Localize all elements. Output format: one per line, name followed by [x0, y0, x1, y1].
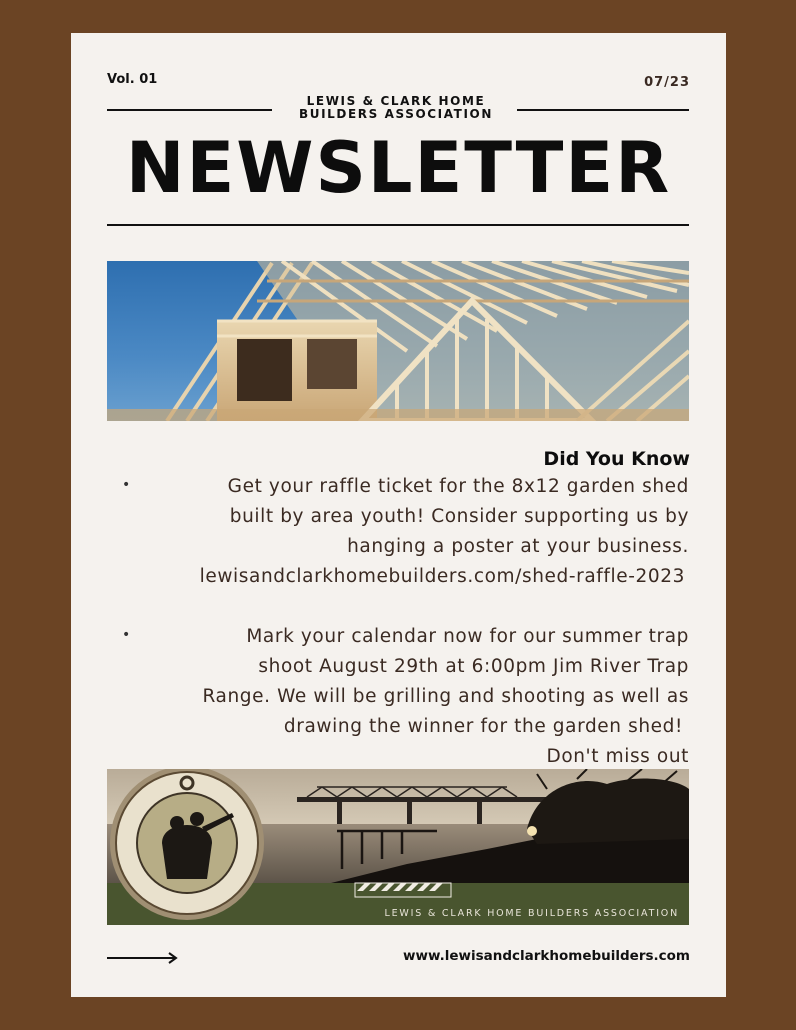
raffle-link[interactable]: lewisandclarkhomebuilders.com/shed-raffle-2023 [199, 566, 685, 587]
house-framing-image [107, 261, 689, 421]
website-link[interactable]: www.lewisandclarkhomebuilders.com [403, 948, 690, 964]
bullet-line: built by area youth! Consider supporting us by [229, 506, 689, 527]
bullet-line: Get your raffle ticket for the 8x12 garden shed [227, 476, 689, 497]
issue-date: 07/23 [644, 75, 690, 90]
bullet-dot: • [122, 627, 131, 643]
bullet-line: shoot August 29th at 6:00pm Jim River Trap [258, 656, 689, 677]
title-underline [107, 224, 689, 226]
banner-organization-text: LEWIS & CLARK HOME BUILDERS ASSOCIATION [384, 908, 679, 919]
bullet-raffle [107, 472, 689, 592]
organization-name-line2: BUILDERS ASSOCIATION [299, 107, 493, 121]
house-framing-illustration [107, 261, 689, 421]
footer-banner [107, 769, 689, 925]
bullet-dot: • [122, 477, 131, 493]
bullet-line: drawing the winner for the garden shed! [283, 716, 683, 737]
lewis-clark-logo [110, 769, 264, 920]
bullet-line: hanging a poster at your business. [347, 536, 689, 557]
arrow-right-icon [107, 949, 179, 968]
newsletter-page [71, 33, 726, 997]
river-bridge-illustration [107, 769, 689, 925]
organization-name-line1: LEWIS & CLARK HOME [306, 94, 486, 108]
organization-name [271, 95, 521, 121]
bullet-trap-shoot [107, 622, 689, 772]
bullet-line: Don't miss out [546, 746, 689, 767]
bullet-line: Range. We will be grilling and shooting as well as [202, 686, 689, 707]
header-rule-right [517, 109, 689, 111]
bullet-line: Mark your calendar now for our summer trap [246, 626, 689, 647]
newsletter-title: NEWSLETTER [125, 127, 672, 209]
did-you-know-heading: Did You Know [543, 448, 690, 470]
volume-label: Vol. 01 [107, 72, 158, 87]
header-rule-left [107, 109, 272, 111]
